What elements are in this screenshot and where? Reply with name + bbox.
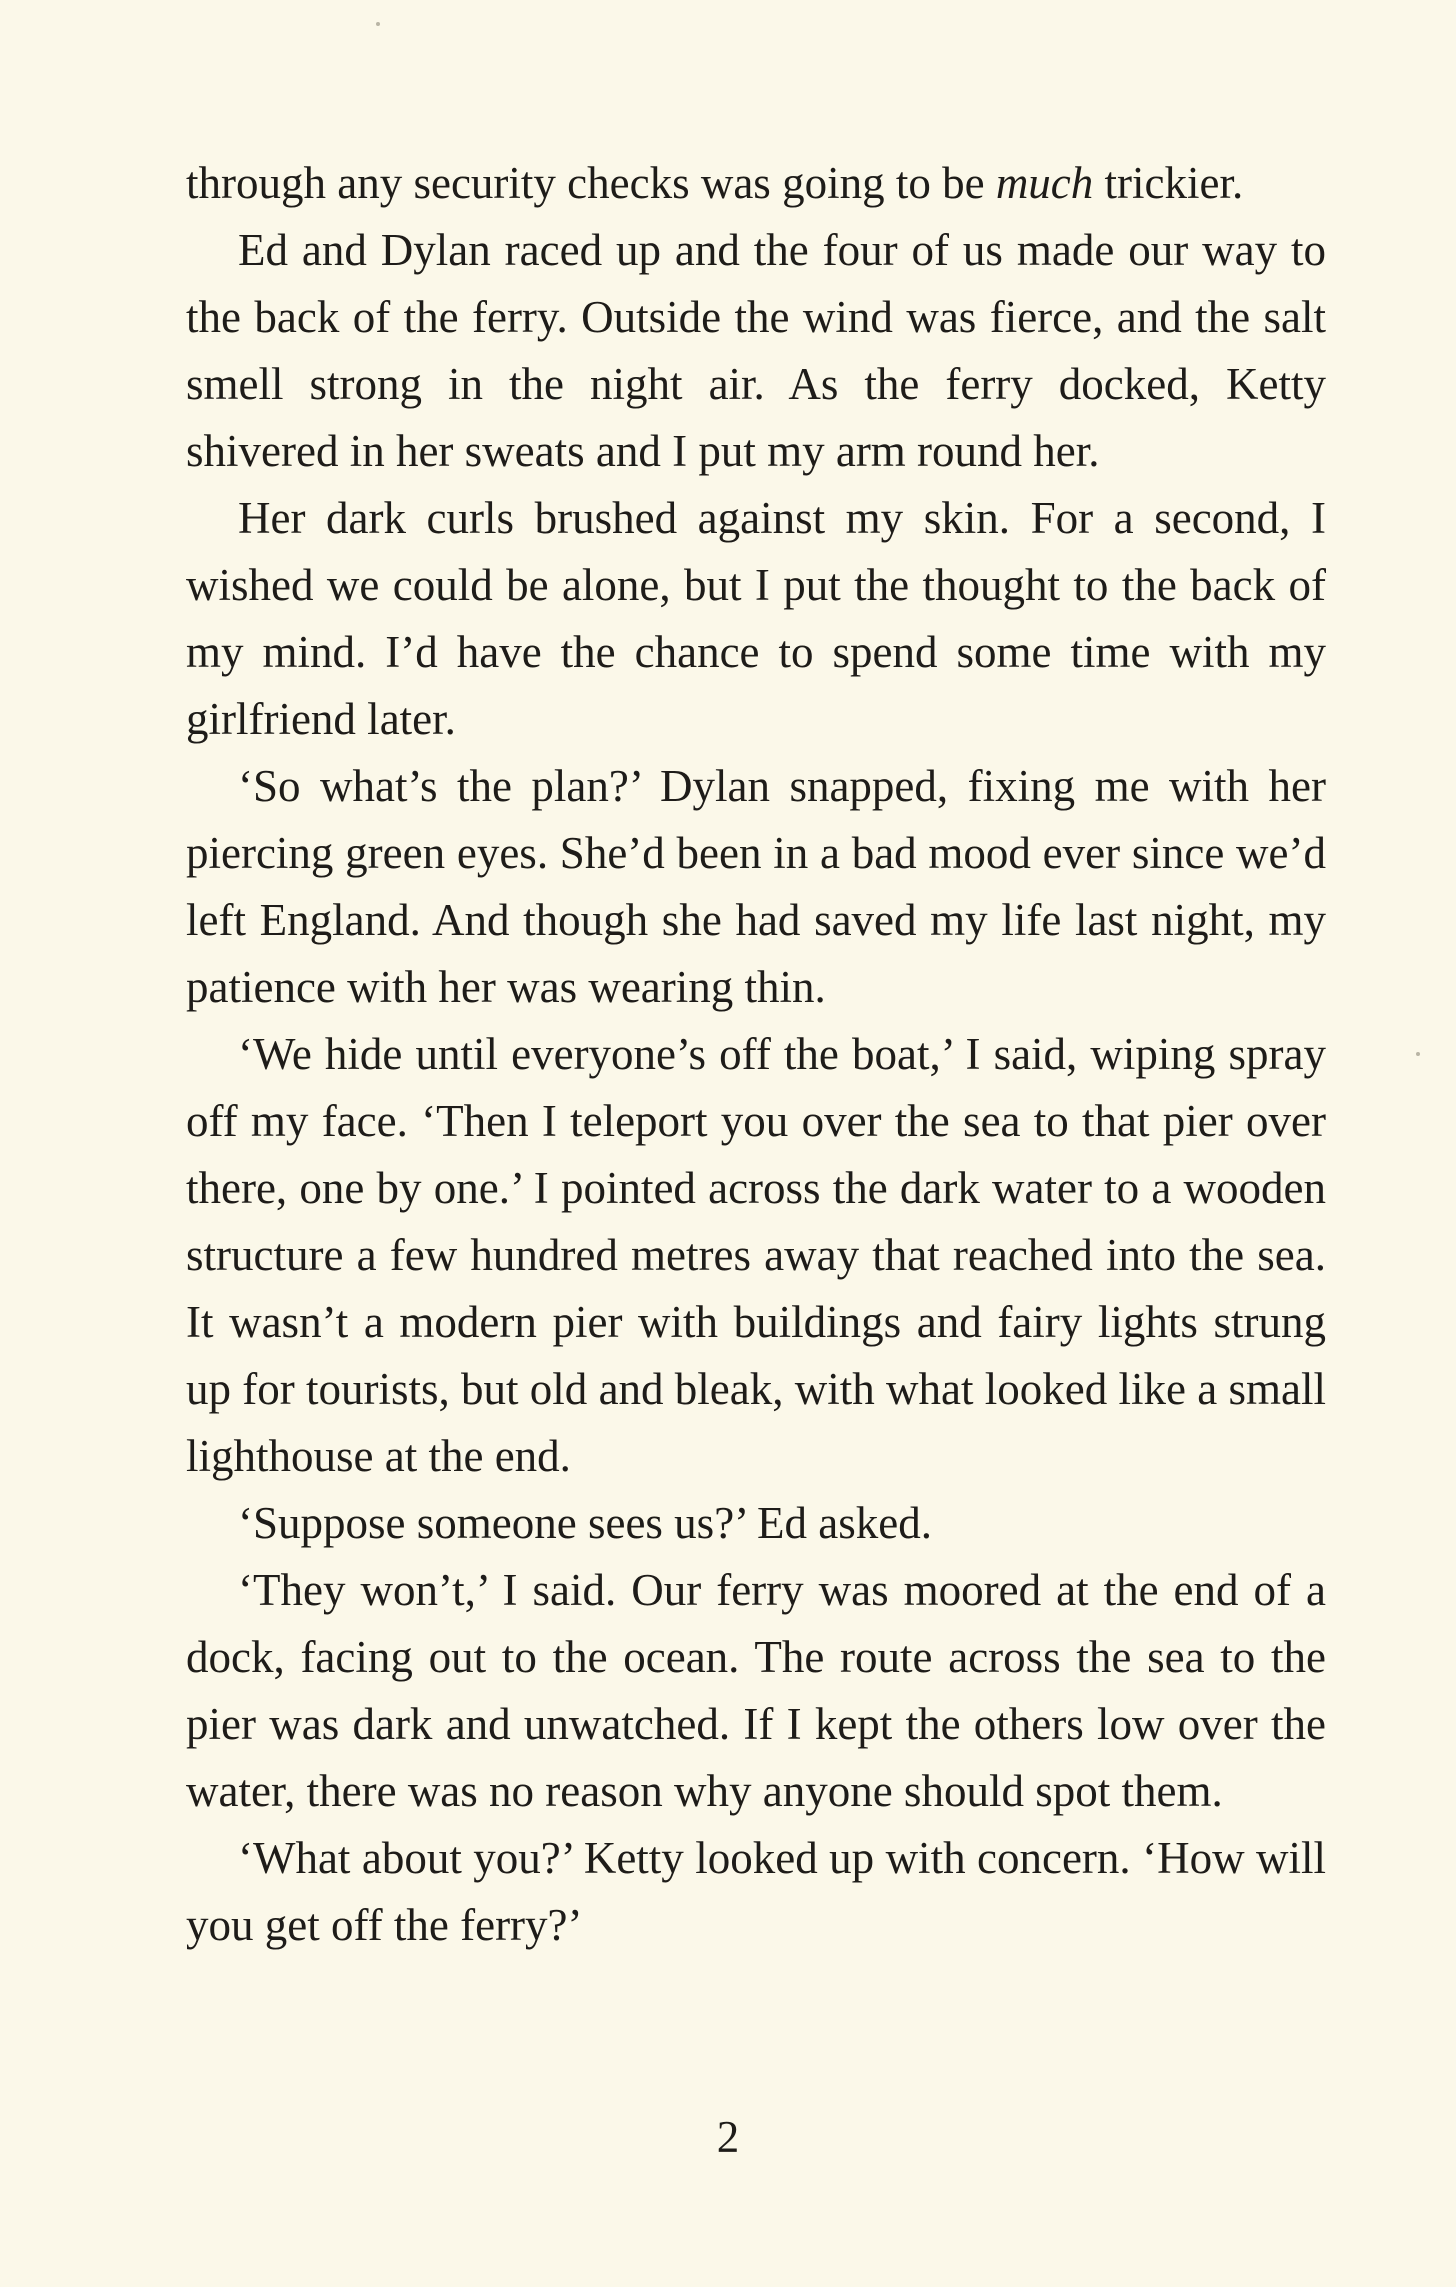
paragraph: Ed and Dylan raced up and the four of us made our way to the back of the ferry. Outside the wind was fierce, and the salt smell strong in the night air. As the ferry docked, Ketty shivered in her sweats and I put my arm round her. — [186, 225, 1326, 476]
body-text — [186, 150, 1326, 1959]
emphasis-text: much — [995, 158, 1094, 208]
paper-speck — [376, 22, 380, 26]
paragraph: ‘They won’t,’ I said. Our ferry was moored at the end of a dock, facing out to the ocean. The route across the sea to the pier was dark and unwatched. If I kept the others low over the water, there was no reason why anyone should spot them. — [186, 1565, 1326, 1816]
paragraph: ‘We hide until everyone’s off the boat,’ I said, wiping spray off my face. ‘Then I teleport you over the sea to that pier over there, one by one.’ I pointed across the dark water to a wooden structure a few hundred metres away that reached into the sea. It wasn’t a modern pier with buildings and fairy lights strung up for tourists, but old and bleak, with what looked like a small lighthouse at the end. — [186, 1029, 1326, 1481]
paragraph: Her dark curls brushed against my skin. For a second, I wished we could be alone, but I put the thought to the back of my mind. I’d have the chance to spend some time with my girlfriend later. — [186, 493, 1326, 744]
paragraph: ‘What about you?’ Ketty looked up with concern. ‘How will you get off the ferry?’ — [186, 1833, 1326, 1950]
paragraph: ‘So what’s the plan?’ Dylan snapped, fixing me with her piercing green eyes. She’d been in a bad mood ever since we’d left England. And though she had saved my life last night, my patience with her was wearing thin. — [186, 761, 1326, 1012]
paragraph-text: trickier. — [1093, 158, 1244, 208]
paragraph: ‘Suppose someone sees us?’ Ed asked. — [238, 1498, 933, 1548]
paragraph-text: through any security checks was going to be — [186, 158, 996, 208]
page-number: 2 — [716, 2112, 740, 2162]
paragraph-continued — [186, 150, 1326, 217]
paper-speck — [1416, 1052, 1420, 1056]
